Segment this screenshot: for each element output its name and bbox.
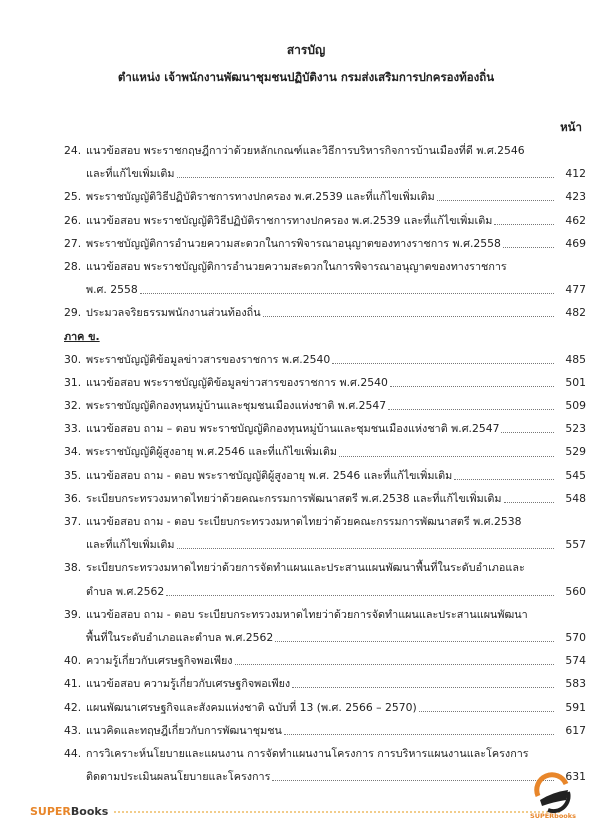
page-number: 631 [565,770,586,784]
entry-title: ประมวลจริยธรรมพนักงานส่วนท้องถิ่น [86,306,261,320]
toc-entry[interactable] [64,417,586,440]
dot-leader [504,502,554,503]
entry-title: แนวข้อสอบ ถาม – ตอบ พระราชบัญญัติกองทุนหมู่บ้านและชุมชนเมืองแห่งชาติ พ.ศ.2547 [86,422,500,436]
toc-entry[interactable] [64,255,586,301]
toc-entry[interactable] [64,232,586,255]
toc-entry[interactable] [64,464,586,487]
entry-number: 44. [64,746,82,760]
dot-leader [388,409,554,410]
page-number: 574 [565,654,586,668]
entry-number: 30. [64,352,82,366]
page-subtitle: ตำแหน่ง เจ้าพนักงานพัฒนาชุมชนปฏิบัติงาน กรมส่งเสริมการปกครองท้องถิ่น [117,70,495,84]
entry-number: 33. [64,422,82,436]
dot-leader [419,711,554,712]
dot-leader [494,224,554,225]
dot-leader [166,595,554,596]
entry-title: พระราชบัญญัติข้อมูลข่าวสารของราชการ พ.ศ.2540 [86,352,331,366]
entry-number: 24. [64,144,82,157]
page-number: 462 [565,213,586,227]
entry-title: พระราชบัญญัติผู้สูงอายุ พ.ศ.2546 และที่แก้ไขเพิ่มเติม [86,445,337,459]
page-number: 548 [565,491,586,505]
svg-text:SUPERbooks: SUPERbooks [530,812,576,820]
page-number: 477 [565,283,586,297]
page-number: 583 [565,677,586,691]
toc-entry[interactable] [64,672,586,695]
page-number: 501 [565,375,586,389]
entry-title: แนวข้อสอบ พระราชกฤษฎีกาว่าด้วยหลักเกณฑ์และวิธีการบริหารกิจการบ้านเมืองที่ดี พ.ศ.2546 [86,144,525,157]
entry-title: แนวข้อสอบ ถาม - ตอบ ระเบียบกระทรวงมหาดไทยว่าด้วยคณะกรรมการพัฒนาสตรี พ.ศ.2538 [86,515,522,528]
entry-number: 26. [64,213,82,227]
toc-entry[interactable] [64,185,586,208]
page-number: 482 [565,306,586,320]
brand-super: SUPER [30,805,71,818]
entry-number: 34. [64,445,82,459]
dot-leader [272,780,554,781]
toc-entry[interactable] [64,603,586,649]
toc-entry[interactable] [64,371,586,394]
dot-leader [177,177,554,178]
entry-number: 31. [64,375,82,389]
dot-leader [454,479,554,480]
dot-leader [292,687,554,688]
page-column-header: หน้า [560,120,582,134]
entry-title: ความรู้เกี่ยวกับเศรษฐกิจพอเพียง [86,654,233,668]
entry-number: 42. [64,700,82,714]
entry-title: การวิเคราะห์นโยบายและแผนงาน การจัดทำแผนงานโครงการ การบริหารแผนงานและโครงการ [86,746,529,760]
page-number: 591 [565,700,586,714]
dot-leader [235,664,554,665]
entry-title: พื้นที่ในระดับอำเภอและตำบล พ.ศ.2562 [86,630,274,644]
entry-title: และที่แก้ไขเพิ่มเติม [86,167,175,181]
dot-leader [284,734,554,735]
dot-leader [390,386,554,387]
page-number: 529 [565,445,586,459]
toc-entry[interactable] [64,556,586,602]
entry-number: 40. [64,654,82,668]
entry-title: แผนพัฒนาเศรษฐกิจและสังคมแห่งชาติ ฉบับที่ 13 (พ.ศ. 2566 – 2570) [86,700,417,714]
entry-number: 41. [64,677,82,691]
entry-title: พระราชบัญญัติการอำนวยความสะดวกในการพิจารณาอนุญาตของทางราชการ พ.ศ.2558 [86,236,501,250]
table-of-contents [64,139,586,788]
page-number: 509 [565,399,586,413]
entry-title: พระราชบัญญัติกองทุนหมู่บ้านและชุมชนเมืองแห่งชาติ พ.ศ.2547 [86,399,387,413]
entry-title: แนวข้อสอบ ความรู้เกี่ยวกับเศรษฐกิจพอเพียง [86,677,291,691]
toc-entry[interactable] [64,696,586,719]
toc-entry[interactable] [64,394,586,417]
toc-entry[interactable] [64,649,586,672]
superbooks-logo-icon [528,770,578,820]
page-number: 560 [565,584,586,598]
toc-entry[interactable] [64,440,586,463]
entry-title: และที่แก้ไขเพิ่มเติม [86,538,175,552]
entry-number: 27. [64,236,82,250]
entry-title: แนวข้อสอบ พระราชบัญญัติข้อมูลข่าวสารของราชการ พ.ศ.2540 [86,375,388,389]
entry-number: 28. [64,259,82,273]
footer-divider [114,811,560,813]
entry-number: 38. [64,561,82,575]
footer [30,805,560,818]
dot-leader [503,247,554,248]
brand-books: Books [70,805,109,818]
entry-title: ตำบล พ.ศ.2562 [86,584,165,598]
entry-number: 36. [64,491,82,505]
entry-title: พ.ศ. 2558 [86,283,138,297]
entry-number: 43. [64,723,82,737]
entry-title: ระเบียบกระทรวงมหาดไทยว่าด้วยคณะกรรมการพัฒนาสตรี พ.ศ.2538 และที่แก้ไขเพิ่มเติม [86,491,502,505]
footer-brand [30,805,108,818]
section-heading: ภาค ข. [64,329,100,343]
page-number: 617 [565,723,586,737]
dot-leader [332,363,554,364]
entry-title: แนวข้อสอบ พระราชบัญญัติวิธีปฏิบัติราชการทางปกครอง พ.ศ.2539 และที่แก้ไขเพิ่มเติม [86,213,493,227]
page-number: 523 [565,422,586,436]
entry-title: แนวข้อสอบ ถาม - ตอบ พระราชบัญญัติผู้สูงอายุ พ.ศ. 2546 และที่แก้ไขเพิ่มเติม [86,468,453,482]
page-number: 545 [565,468,586,482]
toc-entry[interactable] [64,348,586,371]
dot-leader [501,432,554,433]
dot-leader [263,316,554,317]
toc-entry[interactable] [64,209,586,232]
entry-number: 35. [64,468,82,482]
dot-leader [177,548,554,549]
toc-entry[interactable] [64,742,586,788]
entry-title: ติดตามประเมินผลนโยบายและโครงการ [86,770,271,784]
entry-number: 32. [64,399,82,413]
page-number: 557 [565,538,586,552]
entry-title: แนวคิดและทฤษฎีเกี่ยวกับการพัฒนาชุมชน [86,723,282,737]
page-number: 469 [565,236,586,250]
toc-entry[interactable] [64,510,586,556]
page-number: 423 [565,190,586,204]
dot-leader [437,200,554,201]
dot-leader [339,456,554,457]
toc-entry[interactable] [64,719,586,742]
page-number: 485 [565,352,586,366]
entry-number: 39. [64,607,82,621]
entry-number: 25. [64,190,82,204]
entry-number: 37. [64,515,82,528]
dot-leader [275,641,554,642]
toc-entry[interactable] [64,301,586,324]
page-number: 412 [565,167,586,181]
entry-number: 29. [64,306,82,320]
toc-entry[interactable] [64,139,586,185]
page-number: 570 [565,630,586,644]
entry-title: แนวข้อสอบ พระราชบัญญัติการอำนวยความสะดวกในการพิจารณาอนุญาตของทางราชการ [86,259,507,273]
page-title: สารบัญ [286,43,326,57]
entry-title: แนวข้อสอบ ถาม - ตอบ ระเบียบกระทรวงมหาดไทยว่าด้วยการจัดทำแผนและประสานแผนพัฒนา [86,607,528,621]
toc-entry[interactable] [64,487,586,510]
entry-title: พระราชบัญญัติวิธีปฏิบัติราชการทางปกครอง พ.ศ.2539 และที่แก้ไขเพิ่มเติม [86,190,435,204]
entry-title: ระเบียบกระทรวงมหาดไทยว่าด้วยการจัดทำแผนและประสานแผนพัฒนาพื้นที่ในระดับอำเภอและ [86,561,525,575]
dot-leader [140,293,554,294]
